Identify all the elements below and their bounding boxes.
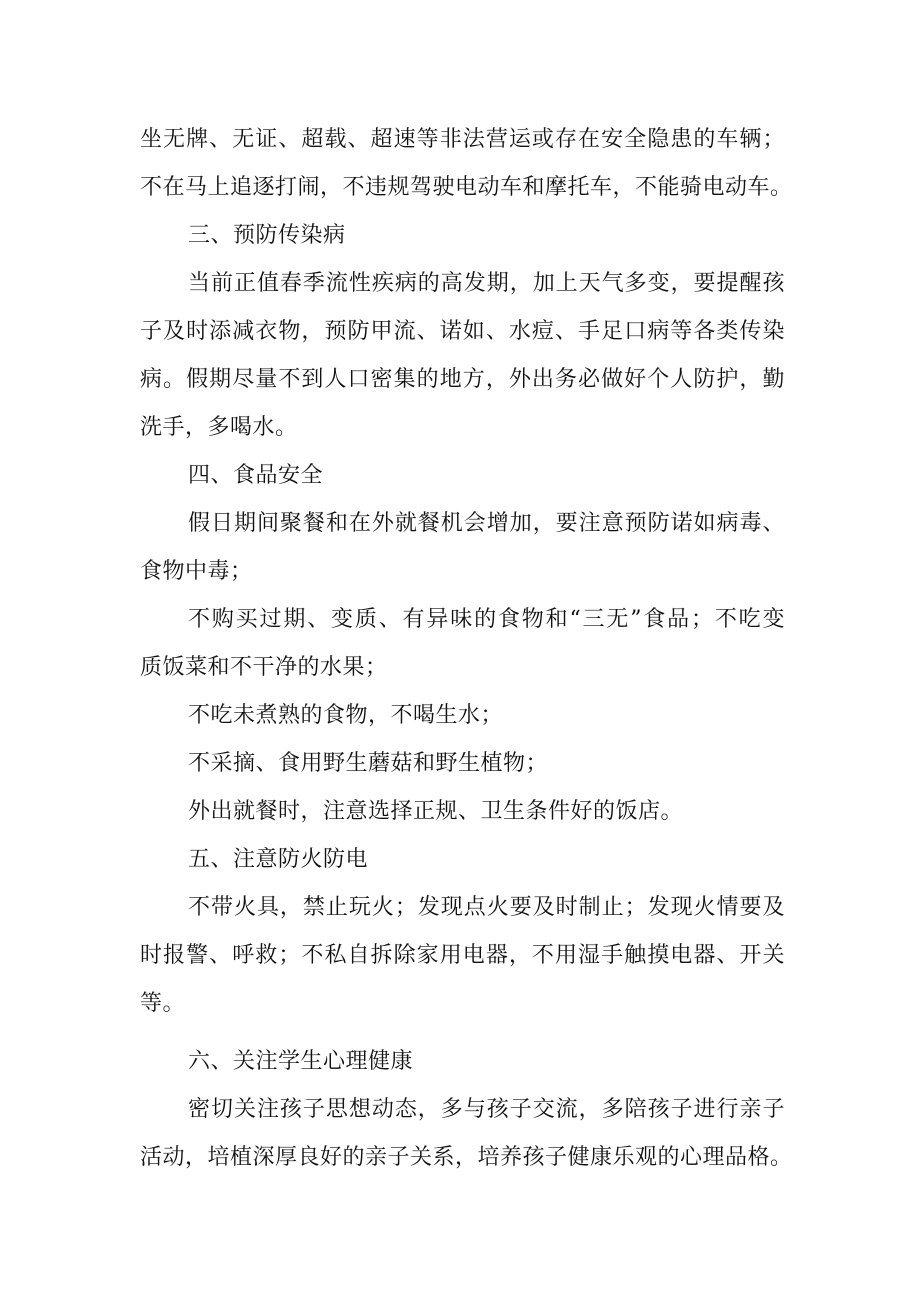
paragraph-line: 当前正值春季流性疾病的高发期，加上天气多变，要提醒孩 xyxy=(188,271,785,296)
paragraph-line: 不采摘、食用野生蘑菇和野生植物； xyxy=(188,751,549,776)
paragraph-line: 子及时添减衣物，预防甲流、诺如、水痘、手足口病等各类传染 xyxy=(140,319,785,344)
paragraph-line: 不购买过期、变质、有异味的食物和“三无”食品；不吃变 xyxy=(188,607,785,632)
paragraph-line: 不带火具，禁止玩火；发现点火要及时制止；发现火情要及 xyxy=(188,895,785,920)
section-heading: 三、预防传染病 xyxy=(188,223,346,248)
document-body xyxy=(140,116,793,1182)
paragraph-line: 假日期间聚餐和在外就餐机会增加，要注意预防诺如病毒、 xyxy=(188,511,785,536)
paragraph-line: 时报警、呼救；不私自拆除家用电器，不用湿手触摸电器、开关 xyxy=(140,943,785,968)
intro-line: 不在马上追逐打闹，不违规驾驶电动车和摩托车，不能骑电动车。 xyxy=(140,175,793,200)
intro-line: 坐无牌、无证、超载、超速等非法营运或存在安全隐患的车辆； xyxy=(140,127,785,152)
section-heading: 六、关注学生心理健康 xyxy=(188,1049,414,1074)
paragraph-line: 活动，培植深厚良好的亲子关系，培养孩子健康乐观的心理品格。 xyxy=(140,1145,793,1170)
paragraph-line: 食物中毒； xyxy=(140,559,253,584)
paragraph-line: 等。 xyxy=(140,991,186,1016)
paragraph-line: 密切关注孩子思想动态，多与孩子交流，多陪孩子进行亲子 xyxy=(188,1097,785,1122)
paragraph-line: 外出就餐时，注意选择正规、卫生条件好的饭店。 xyxy=(188,799,684,824)
section-heading: 四、食品安全 xyxy=(188,463,324,488)
paragraph-line: 质饭菜和不干净的水果； xyxy=(140,655,388,680)
section-heading: 五、注意防火防电 xyxy=(188,847,369,872)
paragraph-line: 洗手，多喝水。 xyxy=(140,415,298,440)
paragraph-line: 不吃未煮熟的食物，不喝生水； xyxy=(188,703,504,728)
paragraph-line: 病。假期尽量不到人口密集的地方，外出务必做好个人防护，勤 xyxy=(140,367,785,392)
